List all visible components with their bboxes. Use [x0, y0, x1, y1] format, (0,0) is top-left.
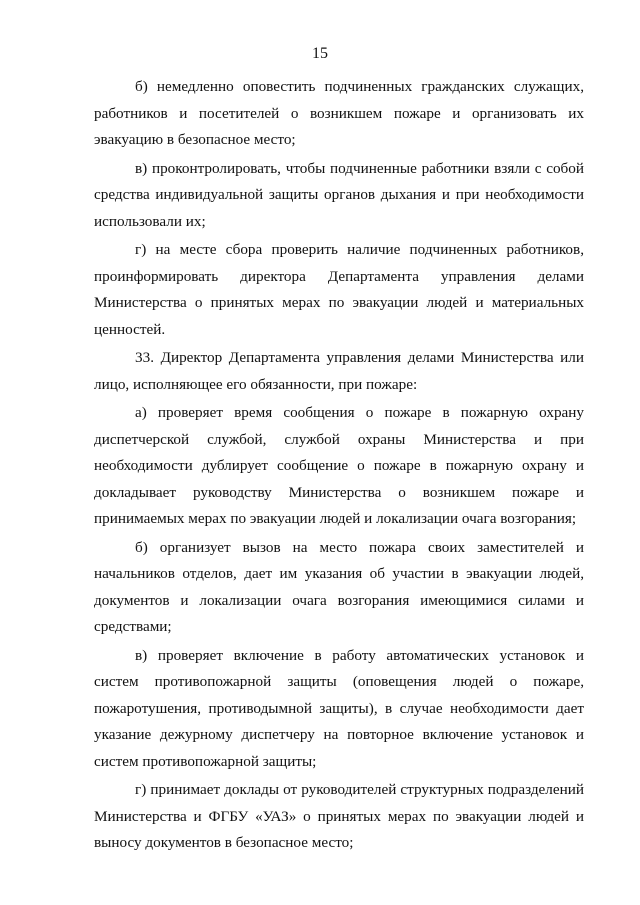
paragraph-g-receive-reports: г) принимает доклады от руководителей структурных подразделений Министерства и ФГБУ «УАЗ» о принятых мерах по эвакуации людей и выносу документов в безопасное место; [94, 781, 584, 851]
paragraph-v-check-fire-systems: в) проверяет включение в работу автоматических установок и систем противопожарной защиты (оповещения людей о пожаре, пожаротушения, противодымной защиты), в случае необходимости дает указание дежурному диспетчеру на повторное включение установок и систем противопожарной защиты; [94, 646, 584, 770]
paragraph-b-notify-staff: б) немедленно оповестить подчиненных гражданских служащих, работников и посетителей о возникшем пожаре и организовать их эвакуацию в безопасное место; [94, 78, 584, 148]
paragraph-g-assembly-check: г) на месте сбора проверить наличие подчиненных работников, проинформировать директора Департамента управления делами Министерства о принятых мерах по эвакуации людей и материальных ценностей. [94, 241, 584, 338]
paragraph-a-verify-alarm: а) проверяет время сообщения о пожаре в пожарную охрану диспетчерской службой, службой охраны Министерства и при необходимости дублирует сообщение о пожаре в пожарную охрану и докладывает руководству Министерства о возникшем пожаре и принимаемых мерах по эвакуации людей и локализации очага возгорания; [94, 404, 584, 527]
document-body [94, 74, 584, 859]
paragraph-v-breathing-protection: в) проконтролировать, чтобы подчиненные работники взяли с собой средства индивидуальной защиты органов дыхания и при необходимости использовали их; [94, 159, 584, 230]
paragraph-33-director-duties: 33. Директор Департамента управления делами Министерства или лицо, исполняющее его обязанности, при пожаре: [94, 349, 584, 393]
paragraph-b-summon-deputies: б) организует вызов на место пожара своих заместителей и начальников отделов, дает им указания об участии в эвакуации людей, документов и локализации очага возгорания имеющимися силами и средствами; [94, 538, 584, 635]
page-number: 15 [312, 45, 328, 62]
